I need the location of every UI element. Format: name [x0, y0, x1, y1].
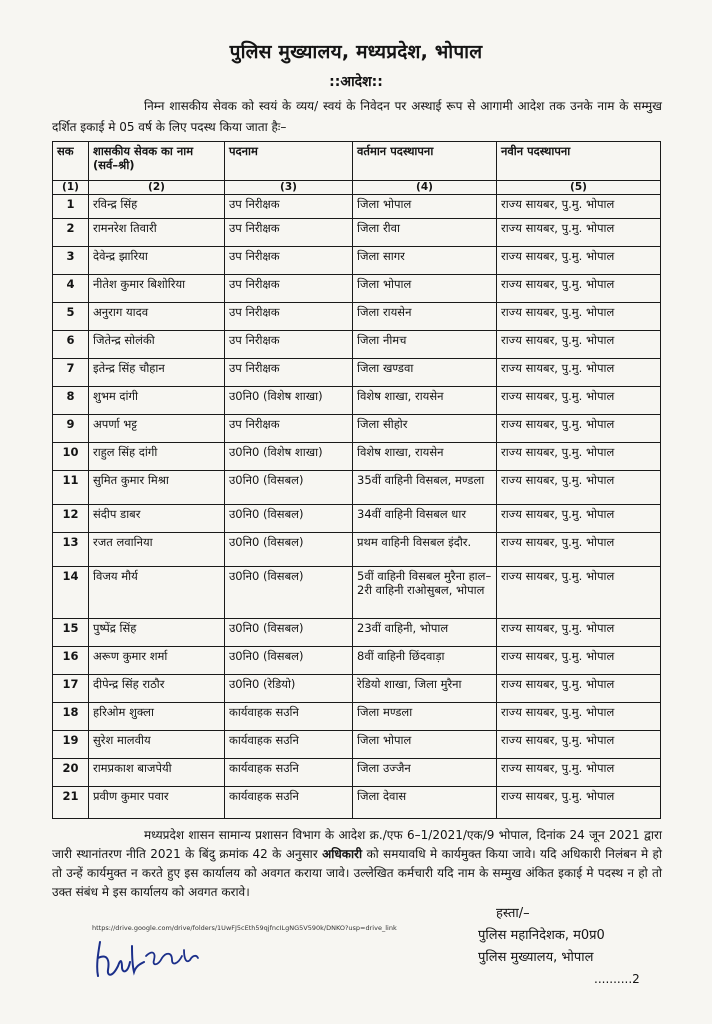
row-name: राहुल सिंह दांगी: [89, 443, 225, 471]
col-header-current-posting: वर्तमान पदस्थापना: [353, 142, 497, 181]
col-index: (4): [353, 181, 497, 195]
table-row: [53, 275, 661, 303]
row-serial: 12: [53, 505, 89, 533]
row-new-posting: राज्य सायबर, पु.मु. भोपाल: [497, 275, 661, 303]
row-serial: 18: [53, 703, 89, 731]
table-row: [53, 787, 661, 819]
row-name: नीतेश कुमार बिशोरिया: [89, 275, 225, 303]
row-current-posting: जिला सागर: [353, 247, 497, 275]
row-designation: उप निरीक्षक: [225, 331, 353, 359]
row-serial: 14: [53, 567, 89, 619]
row-name: रविन्द्र सिंह: [89, 195, 225, 219]
row-name: इतेन्द्र सिंह चौहान: [89, 359, 225, 387]
footer-bold-word: अधिकारी: [322, 847, 363, 861]
row-designation: उ0नि0 (विसबल): [225, 619, 353, 647]
row-current-posting: 8वीं वाहिनी छिंदवाड़ा: [353, 647, 497, 675]
row-new-posting: राज्य सायबर, पु.मु. भोपाल: [497, 303, 661, 331]
table-row: [53, 443, 661, 471]
table-row: [53, 567, 661, 619]
footer-paragraph: [52, 826, 662, 902]
table-body: [53, 195, 661, 819]
row-new-posting: राज्य सायबर, पु.मु. भोपाल: [497, 567, 661, 619]
table-row: [53, 759, 661, 787]
row-designation: उ0नि0 (विसबल): [225, 505, 353, 533]
row-designation: कार्यवाहक सउनि: [225, 731, 353, 759]
table-row: [53, 619, 661, 647]
row-current-posting: 34वीं वाहिनी विसबल धार: [353, 505, 497, 533]
page-title: पुलिस मुख्यालय, मध्यप्रदेश, भोपाल: [229, 41, 483, 63]
page-number: ..........2: [594, 972, 640, 986]
row-serial: 4: [53, 275, 89, 303]
table-row: [53, 219, 661, 247]
row-current-posting: रेडियो शाखा, जिला मुरैना: [353, 675, 497, 703]
row-current-posting: जिला भोपाल: [353, 731, 497, 759]
row-new-posting: राज्य सायबर, पु.मु. भोपाल: [497, 443, 661, 471]
row-current-posting: जिला उज्जैन: [353, 759, 497, 787]
row-name: संदीप डाबर: [89, 505, 225, 533]
drive-link-text: https://drive.google.com/drive/folders/1UwFJ5cEth59qjfncILgNG5V590k/DNKO?usp=drive_link: [92, 924, 397, 932]
row-new-posting: राज्य सायबर, पु.मु. भोपाल: [497, 359, 661, 387]
order-heading: ::आदेश::: [329, 74, 383, 90]
row-name: सुरेश मालवीय: [89, 731, 225, 759]
table-index-row: [53, 181, 661, 195]
signature-block: [478, 903, 605, 969]
table-row: [53, 675, 661, 703]
row-current-posting: प्रथम वाहिनी विसबल इंदौर.: [353, 533, 497, 567]
row-serial: 7: [53, 359, 89, 387]
row-new-posting: राज्य सायबर, पु.मु. भोपाल: [497, 387, 661, 415]
row-name: हरिओम शुक्ला: [89, 703, 225, 731]
row-designation: उप निरीक्षक: [225, 195, 353, 219]
row-serial: 16: [53, 647, 89, 675]
row-designation: उ0नि0 (रेडियो): [225, 675, 353, 703]
row-new-posting: राज्य सायबर, पु.मु. भोपाल: [497, 471, 661, 505]
row-name: रजत लवानिया: [89, 533, 225, 567]
row-current-posting: 23वीं वाहिनी, भोपाल: [353, 619, 497, 647]
handwritten-signature: [92, 936, 202, 984]
row-current-posting: जिला रायसेन: [353, 303, 497, 331]
row-designation: कार्यवाहक सउनि: [225, 703, 353, 731]
row-new-posting: राज्य सायबर, पु.मु. भोपाल: [497, 195, 661, 219]
table-row: [53, 647, 661, 675]
row-designation: उप निरीक्षक: [225, 415, 353, 443]
row-new-posting: राज्य सायबर, पु.मु. भोपाल: [497, 415, 661, 443]
row-new-posting: राज्य सायबर, पु.मु. भोपाल: [497, 703, 661, 731]
table-row: [53, 331, 661, 359]
intro-paragraph: निम्न शासकीय सेवक को स्वयं के व्यय/ स्वयं के निवेदन पर अस्थाई रूप से आगामी आदेश तक उनके नाम के सम्मुख दर्शित इकाई मे 05 वर्ष के लिए पदस्थ किया जाता हैः–: [52, 99, 662, 134]
row-current-posting: जिला रीवा: [353, 219, 497, 247]
row-serial: 19: [53, 731, 89, 759]
row-serial: 1: [53, 195, 89, 219]
row-name: दीपेन्द्र सिंह राठौर: [89, 675, 225, 703]
row-current-posting: विशेष शाखा, रायसेन: [353, 387, 497, 415]
row-serial: 10: [53, 443, 89, 471]
row-current-posting: जिला सीहोर: [353, 415, 497, 443]
row-designation: उप निरीक्षक: [225, 303, 353, 331]
signatory-office: पुलिस मुख्यालय, भोपाल: [478, 950, 594, 965]
row-name: रामप्रकाश बाजपेयी: [89, 759, 225, 787]
col-header-new-posting: नवीन पदस्थापना: [497, 142, 661, 181]
row-current-posting: 35वीं वाहिनी विसबल, मण्डला: [353, 471, 497, 505]
row-serial: 2: [53, 219, 89, 247]
row-current-posting: जिला खण्डवा: [353, 359, 497, 387]
footer-text-a: मध्यप्रदेश शासन सामान्य प्रशासन विभाग के आदेश क्र./एफ 6–1/2021/एक/9 भोपाल, दिनांक 24 जून 2021 द्वारा जारी स्थानांतरण नीति 2021 के बिंदु क्रमांक 42 के अनुसार: [52, 828, 662, 861]
transfer-table: [52, 141, 661, 819]
table-header-row: [53, 142, 661, 181]
row-name: जितेन्द्र सोलंकी: [89, 331, 225, 359]
row-serial: 6: [53, 331, 89, 359]
row-designation: उप निरीक्षक: [225, 219, 353, 247]
row-current-posting: जिला देवास: [353, 787, 497, 819]
row-name: अनुराग यादव: [89, 303, 225, 331]
row-name: विजय मौर्य: [89, 567, 225, 619]
row-serial: 15: [53, 619, 89, 647]
row-current-posting: जिला नीमच: [353, 331, 497, 359]
signatory-designation: पुलिस महानिदेशक, म0प्र0: [478, 928, 605, 943]
row-new-posting: राज्य सायबर, पु.मु. भोपाल: [497, 505, 661, 533]
row-name: रामनरेश तिवारी: [89, 219, 225, 247]
row-current-posting: जिला मण्डला: [353, 703, 497, 731]
table-row: [53, 731, 661, 759]
table-row: [53, 533, 661, 567]
table-row: [53, 471, 661, 505]
row-serial: 11: [53, 471, 89, 505]
row-current-posting: जिला भोपाल: [353, 275, 497, 303]
row-designation: उ0नि0 (विसबल): [225, 471, 353, 505]
col-index: (2): [89, 181, 225, 195]
table-row: [53, 415, 661, 443]
row-serial: 3: [53, 247, 89, 275]
row-current-posting: जिला भोपाल: [353, 195, 497, 219]
row-designation: उप निरीक्षक: [225, 359, 353, 387]
row-name: प्रवीण कुमार पवार: [89, 787, 225, 819]
table-row: [53, 303, 661, 331]
row-designation: उ0नि0 (विसबल): [225, 567, 353, 619]
row-designation: उ0नि0 (विशेष शाखा): [225, 443, 353, 471]
col-index: (3): [225, 181, 353, 195]
row-name: सुमित कुमार मिश्रा: [89, 471, 225, 505]
row-new-posting: राज्य सायबर, पु.मु. भोपाल: [497, 731, 661, 759]
row-name: पुष्पेंद्र सिंह: [89, 619, 225, 647]
row-current-posting: विशेष शाखा, रायसेन: [353, 443, 497, 471]
table-row: [53, 505, 661, 533]
table-row: [53, 703, 661, 731]
row-designation: उप निरीक्षक: [225, 275, 353, 303]
row-name: शुभम दांगी: [89, 387, 225, 415]
row-serial: 17: [53, 675, 89, 703]
row-new-posting: राज्य सायबर, पु.मु. भोपाल: [497, 675, 661, 703]
row-serial: 13: [53, 533, 89, 567]
row-designation: कार्यवाहक सउनि: [225, 787, 353, 819]
col-index: (5): [497, 181, 661, 195]
row-current-posting: 5वीं वाहिनी विसबल मुरैना हाल– 2री वाहिनी राओसुबल, भोपाल: [353, 567, 497, 619]
row-new-posting: राज्य सायबर, पु.मु. भोपाल: [497, 759, 661, 787]
row-name: अरूण कुमार शर्मा: [89, 647, 225, 675]
signed-label: हस्ता/–: [496, 906, 530, 921]
col-header-serial: सक: [53, 142, 89, 181]
row-serial: 21: [53, 787, 89, 819]
row-designation: उ0नि0 (विसबल): [225, 533, 353, 567]
row-serial: 9: [53, 415, 89, 443]
col-index: (1): [53, 181, 89, 195]
table-row: [53, 387, 661, 415]
row-designation: कार्यवाहक सउनि: [225, 759, 353, 787]
row-new-posting: राज्य सायबर, पु.मु. भोपाल: [497, 533, 661, 567]
table-row: [53, 359, 661, 387]
row-serial: 20: [53, 759, 89, 787]
col-header-designation: पदनाम: [225, 142, 353, 181]
table-row: [53, 247, 661, 275]
row-new-posting: राज्य सायबर, पु.मु. भोपाल: [497, 787, 661, 819]
table-row: [53, 195, 661, 219]
row-serial: 8: [53, 387, 89, 415]
footer-text-b: को समयावधि मे कार्यमुक्त किया जावे। यदि अधिकारी निलंबन मे हो तो उन्हें कार्यमुक्त न करते हुए इस कार्यालय को अवगत कराया जावे। उल्लेखित कर्मचारी यदि नाम के सम्मुख अंकित इकाई मे पदस्थ न हो तो उक्त संबंध मे इस कार्यालय को अवगत करावे।: [52, 847, 663, 899]
row-designation: उप निरीक्षक: [225, 247, 353, 275]
row-new-posting: राज्य सायबर, पु.मु. भोपाल: [497, 619, 661, 647]
row-new-posting: राज्य सायबर, पु.मु. भोपाल: [497, 219, 661, 247]
row-new-posting: राज्य सायबर, पु.मु. भोपाल: [497, 331, 661, 359]
row-designation: उ0नि0 (विसबल): [225, 647, 353, 675]
row-name: देवेन्द्र झारिया: [89, 247, 225, 275]
row-name: अपर्णा भट्ट: [89, 415, 225, 443]
row-serial: 5: [53, 303, 89, 331]
row-designation: उ0नि0 (विशेष शाखा): [225, 387, 353, 415]
row-new-posting: राज्य सायबर, पु.मु. भोपाल: [497, 247, 661, 275]
col-header-name: शासकीय सेवक का नाम (सर्व–श्री): [89, 142, 225, 181]
row-new-posting: राज्य सायबर, पु.मु. भोपाल: [497, 647, 661, 675]
